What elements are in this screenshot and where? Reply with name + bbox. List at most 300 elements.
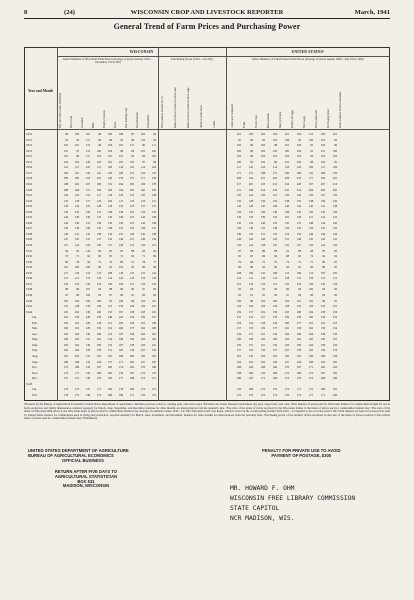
- row-label: 1934: [26, 265, 33, 270]
- table-cell: 100: [74, 265, 79, 270]
- table-cell: 138: [284, 198, 289, 203]
- table-cell: 162: [308, 348, 313, 353]
- table-cell: 144: [308, 226, 313, 231]
- table-cell: 161: [151, 331, 156, 336]
- table-cell: 157: [107, 359, 112, 364]
- table-cell: 121: [272, 193, 277, 198]
- row-label: 1919: [26, 181, 33, 186]
- table-cell: 167: [118, 309, 123, 314]
- table-cell: 164: [248, 365, 253, 370]
- table-cell: 165: [320, 365, 325, 370]
- table-cell: 161: [284, 326, 289, 331]
- table-cell: 108: [118, 132, 123, 136]
- table-cell: 154: [332, 326, 337, 331]
- table-cell: 65: [298, 254, 301, 259]
- table-cell: 179: [332, 170, 337, 175]
- price-index-table: [24, 47, 390, 401]
- table-cell: 214: [296, 187, 301, 192]
- table-cell: 139: [332, 209, 337, 214]
- table-cell: 174: [308, 376, 313, 381]
- table-cell: 104: [107, 148, 112, 153]
- table-cell: 165: [129, 365, 134, 370]
- table-cell: 104: [284, 298, 289, 303]
- table-cell: 71: [298, 259, 301, 264]
- table-cell: 159: [151, 348, 156, 353]
- table-cell: 140: [272, 204, 277, 209]
- table-cell: 168: [308, 359, 313, 364]
- postage-line: PAYMENT OF POSTAGE, $300: [271, 452, 332, 458]
- table-cell: 148: [260, 220, 265, 225]
- table-cell: 110: [260, 270, 265, 275]
- table-cell: 159: [320, 337, 325, 342]
- table-cell: 110: [129, 270, 134, 275]
- table-cell: 99: [153, 159, 156, 164]
- table-cell: 102: [260, 148, 265, 153]
- row-label: Nov.: [32, 370, 38, 375]
- table-cell: 211: [236, 187, 241, 192]
- table-cell: 92: [98, 287, 101, 292]
- table-cell: 154: [140, 170, 145, 175]
- table-cell: 122: [248, 304, 253, 309]
- table-cell: 149: [107, 315, 112, 320]
- mailing-address: [230, 484, 355, 524]
- table-cell: 110: [85, 248, 90, 253]
- table-cell: 142: [320, 209, 325, 214]
- table-cell: 152: [332, 215, 337, 220]
- table-cell: 156: [129, 348, 134, 353]
- table-cell: 98: [153, 265, 156, 270]
- department-line: UNITED STATES DEPARTMENT OF AGRICULTURE: [28, 448, 129, 453]
- table-cell: 118: [85, 304, 90, 309]
- column-header: Farm crops: [70, 115, 73, 128]
- table-cell: 94: [310, 154, 313, 159]
- table-cell: 159: [272, 331, 277, 336]
- table-cell: 172: [74, 376, 79, 381]
- table-cell: 164: [308, 309, 313, 314]
- table-cell: 97: [238, 137, 241, 142]
- table-cell: 126: [308, 281, 313, 286]
- table-cell: 99: [142, 265, 145, 270]
- table-cell: 87: [322, 248, 325, 253]
- table-cell: 156: [320, 348, 325, 353]
- table-cell: 124: [236, 304, 241, 309]
- table-cell: 117: [85, 198, 90, 203]
- table-cell: 128: [248, 198, 253, 203]
- row-label: 1913: [26, 148, 33, 153]
- table-cell: 170: [96, 376, 101, 381]
- table-cell: 111: [97, 165, 101, 170]
- table-cell: 94: [322, 287, 325, 292]
- table-cell: 159: [284, 315, 289, 320]
- table-cell: 156: [129, 320, 134, 325]
- table-cell: 156: [296, 315, 301, 320]
- table-cell: 128: [74, 304, 79, 309]
- table-cell: 185: [129, 187, 134, 192]
- table-cell: 90: [131, 287, 134, 292]
- table-cell: 121: [63, 276, 68, 281]
- table-cell: 92: [87, 254, 90, 259]
- table-cell: 160: [296, 309, 301, 314]
- table-cell: 197: [308, 181, 313, 186]
- table-cell: 172: [272, 392, 277, 397]
- table-cell: 159: [260, 326, 265, 331]
- table-cell: 90: [98, 248, 101, 253]
- table-cell: 129: [308, 304, 313, 309]
- table-cell: 93: [76, 248, 79, 253]
- table-cell: 163: [151, 354, 156, 358]
- table-cell: 178: [118, 387, 123, 392]
- table-cell: 111: [86, 137, 90, 142]
- table-cell: 104: [296, 148, 301, 153]
- row-label: 1926: [26, 220, 33, 225]
- table-cell: 68: [286, 254, 289, 259]
- table-cell: 96: [98, 265, 101, 270]
- table-cell: 99: [250, 143, 253, 148]
- table-cell: 129: [140, 304, 145, 309]
- table-cell: 157: [332, 337, 337, 342]
- row-label: 1928: [26, 231, 33, 236]
- table-cell: 105: [308, 298, 313, 303]
- table-cell: 185: [151, 187, 156, 192]
- table-cell: 171: [96, 387, 101, 392]
- table-cell: 157: [260, 315, 265, 320]
- table-cell: 168: [129, 376, 134, 381]
- table-cell: 162: [320, 359, 325, 364]
- row-label: Feb.: [32, 320, 38, 325]
- table-cell: 98: [76, 292, 79, 297]
- table-cell: 92: [298, 137, 301, 142]
- table-cell: 103: [320, 154, 325, 159]
- table-cell: 103: [140, 298, 145, 303]
- row-label: Dec.: [32, 376, 38, 381]
- table-cell: 130: [85, 342, 90, 347]
- table-cell: 127: [151, 304, 156, 309]
- table-cell: 157: [129, 326, 134, 331]
- table-cell: 143: [140, 215, 145, 220]
- table-cell: 96: [142, 292, 145, 297]
- table-cell: 214: [332, 181, 337, 186]
- table-cell: 202: [74, 181, 79, 186]
- table-cell: 117: [107, 243, 112, 247]
- row-label: Jan.: [32, 387, 37, 392]
- table-cell: 141: [118, 226, 123, 231]
- table-cell: 175: [74, 392, 79, 397]
- table-cell: 94: [65, 248, 68, 253]
- table-cell: 97: [76, 148, 79, 153]
- table-cell: 115: [140, 270, 145, 275]
- table-cell: 136: [85, 376, 90, 381]
- statistician-line: AGRICULTURAL STATISTICIAN: [54, 473, 118, 479]
- table-cell: 93: [250, 287, 253, 292]
- table-cell: 132: [74, 204, 79, 209]
- table-cell: 114: [151, 270, 156, 275]
- table-cell: 159: [272, 342, 277, 347]
- table-cell: 154: [332, 348, 337, 353]
- row-label: June: [32, 342, 38, 347]
- table-cell: 72: [120, 254, 123, 259]
- table-cell: 129: [85, 326, 90, 331]
- table-cell: 139: [236, 226, 241, 231]
- table-cell: 162: [96, 354, 101, 358]
- table-cell: 100: [96, 298, 101, 303]
- table-cell: 117: [320, 165, 325, 170]
- table-cell: 164: [308, 331, 313, 336]
- table-cell: 72: [131, 259, 134, 264]
- page-title: General Trend of Farm Prices and Purchasing Power: [113, 22, 301, 31]
- table-cell: 125: [63, 198, 68, 203]
- table-cell: 122: [151, 281, 156, 286]
- table-cell: 103: [320, 159, 325, 164]
- table-cell: 160: [320, 354, 325, 358]
- table-cell: 145: [296, 209, 301, 214]
- table-cell: 221: [260, 176, 265, 181]
- table-cell: 102: [236, 143, 241, 148]
- table-cell: 146: [320, 231, 325, 236]
- table-cell: 67: [334, 259, 337, 264]
- row-label: July: [32, 348, 38, 353]
- table-cell: 77: [310, 259, 313, 264]
- table-cell: 129: [332, 198, 337, 203]
- table-cell: 166: [332, 376, 337, 381]
- table-cell: 146: [236, 237, 241, 242]
- table-cell: 71: [76, 254, 79, 259]
- table-cell: 155: [272, 215, 277, 220]
- table-cell: 97: [142, 287, 145, 292]
- table-cell: 190: [140, 187, 145, 192]
- table-cell: 157: [151, 315, 156, 320]
- table-cell: 163: [284, 331, 289, 336]
- table-cell: 98: [310, 292, 313, 297]
- table-cell: 147: [63, 237, 68, 242]
- table-cell: 161: [236, 354, 241, 358]
- table-cell: 165: [308, 337, 313, 342]
- table-cell: 144: [296, 204, 301, 209]
- table-cell: 94: [298, 292, 301, 297]
- table-cell: 124: [320, 243, 325, 247]
- department-stamp: [28, 449, 138, 463]
- column-header: Dairy products: [279, 111, 282, 128]
- table-cell: 90: [238, 265, 241, 270]
- table-cell: 145: [248, 231, 253, 236]
- table-cell: 65: [109, 254, 112, 259]
- table-cell: 92: [153, 248, 156, 253]
- table-cell: 168: [272, 370, 277, 375]
- table-cell: 175: [308, 387, 313, 392]
- table-cell: 69: [153, 254, 156, 259]
- table-cell: 130: [284, 193, 289, 198]
- table-cell: 102: [236, 154, 241, 159]
- city-line: MADISON, WISCONSIN: [62, 483, 110, 489]
- table-cell: 151: [284, 237, 289, 242]
- table-cell: 124: [248, 243, 253, 247]
- table-cell: 163: [140, 309, 145, 314]
- table-cell: 158: [248, 337, 253, 342]
- table-cell: 126: [296, 193, 301, 198]
- table-cell: 177: [308, 392, 313, 397]
- table-cell: 165: [260, 359, 265, 364]
- table-cell: 99: [334, 143, 337, 148]
- table-cell: 164: [74, 354, 79, 358]
- table-cell: 96: [76, 287, 79, 292]
- table-cell: 128: [151, 193, 156, 198]
- table-cell: 117: [74, 165, 79, 170]
- table-cell: 161: [74, 326, 79, 331]
- table-cell: 132: [272, 198, 277, 203]
- table-cell: 163: [140, 331, 145, 336]
- table-cell: 122: [129, 165, 134, 170]
- table-cell: 118: [284, 165, 289, 170]
- table-cell: 108: [107, 270, 112, 275]
- table-cell: 132: [107, 220, 112, 225]
- table-cell: 100: [236, 148, 241, 153]
- table-cell: 123: [140, 198, 145, 203]
- table-cell: 95: [334, 159, 337, 164]
- table-cell: 129: [107, 170, 112, 175]
- table-cell: 151: [107, 320, 112, 325]
- table-cell: 124: [129, 304, 134, 309]
- table-cell: 90: [334, 292, 337, 297]
- table-cell: 111: [333, 276, 337, 281]
- table-cell: 124: [85, 243, 90, 247]
- table-cell: 159: [236, 342, 241, 347]
- table-cell: 121: [236, 281, 241, 286]
- table-cell: 170: [296, 376, 301, 381]
- table-cell: 100: [332, 148, 337, 153]
- table-cell: 178: [63, 392, 68, 397]
- table-cell: 118: [284, 276, 289, 281]
- column-header: Wis. farm price index (30 items): [59, 93, 62, 128]
- table-cell: 106: [308, 165, 313, 170]
- table-cell: 140: [74, 215, 79, 220]
- table-cell: 138: [151, 231, 156, 236]
- table-cell: 145: [140, 231, 145, 236]
- table-cell: 78: [76, 259, 79, 264]
- row-label: 1923: [26, 204, 33, 209]
- penalty-line: PENALTY FOR PRIVATE USE TO AVOID: [262, 448, 341, 453]
- table-cell: 96: [109, 137, 112, 142]
- table-cell: 167: [320, 370, 325, 375]
- table-cell: 116: [129, 276, 134, 281]
- table-cell: 148: [296, 237, 301, 242]
- table-cell: 93: [98, 292, 101, 297]
- table-cell: 154: [284, 231, 289, 236]
- table-cell: 124: [118, 276, 123, 281]
- table-cell: 126: [236, 243, 241, 247]
- table-cell: 87: [334, 265, 337, 270]
- table-cell: 171: [308, 365, 313, 370]
- table-cell: 170: [236, 387, 241, 392]
- table-cell: 153: [332, 320, 337, 325]
- table-cell: 162: [74, 342, 79, 347]
- table-cell: 152: [107, 326, 112, 331]
- header-bottom-rule: [24, 129, 390, 130]
- table-cell: 161: [260, 331, 265, 336]
- column-header: Meat animals: [267, 113, 270, 128]
- table-cell: 157: [236, 348, 241, 353]
- address-street: STATE CAPITOL: [230, 505, 280, 512]
- table-cell: 119: [118, 270, 123, 275]
- table-cell: 173: [140, 376, 145, 381]
- table-cell: 188: [63, 187, 68, 192]
- table-cell: 92: [334, 287, 337, 292]
- table-cell: 119: [248, 281, 253, 286]
- table-cell: 104: [272, 132, 277, 136]
- row-label: 1917: [26, 170, 33, 175]
- table-cell: 155: [248, 348, 253, 353]
- table-cell: 172: [284, 370, 289, 375]
- table-cell: 133: [107, 215, 112, 220]
- table-cell: 158: [320, 331, 325, 336]
- table-cell: 161: [74, 170, 79, 175]
- column-header: Farm wage: [303, 115, 306, 128]
- table-cell: 210: [284, 187, 289, 192]
- table-cell: 130: [85, 331, 90, 336]
- table-cell: 212: [272, 181, 277, 186]
- table-cell: 154: [107, 337, 112, 342]
- table-cell: 117: [96, 193, 101, 198]
- table-cell: 62: [334, 254, 337, 259]
- table-cell: 160: [96, 331, 101, 336]
- table-cell: 85: [109, 248, 112, 253]
- table-cell: 102: [260, 159, 265, 164]
- table-cell: 140: [107, 176, 112, 181]
- table-cell: 154: [248, 320, 253, 325]
- table-cell: 114: [236, 276, 241, 281]
- table-cell: 136: [74, 226, 79, 231]
- table-cell: 87: [238, 248, 241, 253]
- table-cell: 101: [85, 132, 90, 136]
- table-cell: 63: [250, 254, 253, 259]
- row-label: Oct.: [32, 365, 38, 370]
- column-header: Grains: [213, 120, 216, 128]
- table-cell: 144: [332, 231, 337, 236]
- table-cell: 163: [63, 320, 68, 325]
- table-cell: 167: [118, 331, 123, 336]
- table-cell: 173: [296, 392, 301, 397]
- table-cell: 165: [118, 348, 123, 353]
- table-cell: 124: [74, 243, 79, 247]
- table-cell: 172: [140, 370, 145, 375]
- table-cell: 174: [151, 392, 156, 397]
- table-cell: 102: [260, 132, 265, 136]
- table-cell: 103: [260, 154, 265, 159]
- table-cell: 143: [236, 209, 241, 214]
- table-cell: 102: [140, 132, 145, 136]
- table-cell: 106: [248, 270, 253, 275]
- table-cell: 93: [250, 159, 253, 164]
- row-label: 1914: [26, 154, 33, 159]
- table-cell: 139: [74, 220, 79, 225]
- table-cell: 100: [248, 132, 253, 136]
- table-cell: 94: [153, 292, 156, 297]
- table-cell: 101: [107, 159, 112, 164]
- table-cell: 86: [250, 248, 253, 253]
- table-cell: 156: [272, 320, 277, 325]
- row-label: Mar.: [32, 326, 38, 331]
- table-cell: 158: [96, 348, 101, 353]
- table-cell: 131: [140, 204, 145, 209]
- table-cell: 159: [151, 320, 156, 325]
- table-cell: 145: [118, 220, 123, 225]
- table-cell: 123: [260, 165, 265, 170]
- table-cell: 159: [260, 348, 265, 353]
- table-cell: 151: [107, 348, 112, 353]
- table-cell: 168: [260, 365, 265, 370]
- table-cell: 116: [260, 276, 265, 281]
- table-cell: 113: [308, 132, 313, 136]
- table-cell: 160: [284, 320, 289, 325]
- table-cell: 153: [107, 342, 112, 347]
